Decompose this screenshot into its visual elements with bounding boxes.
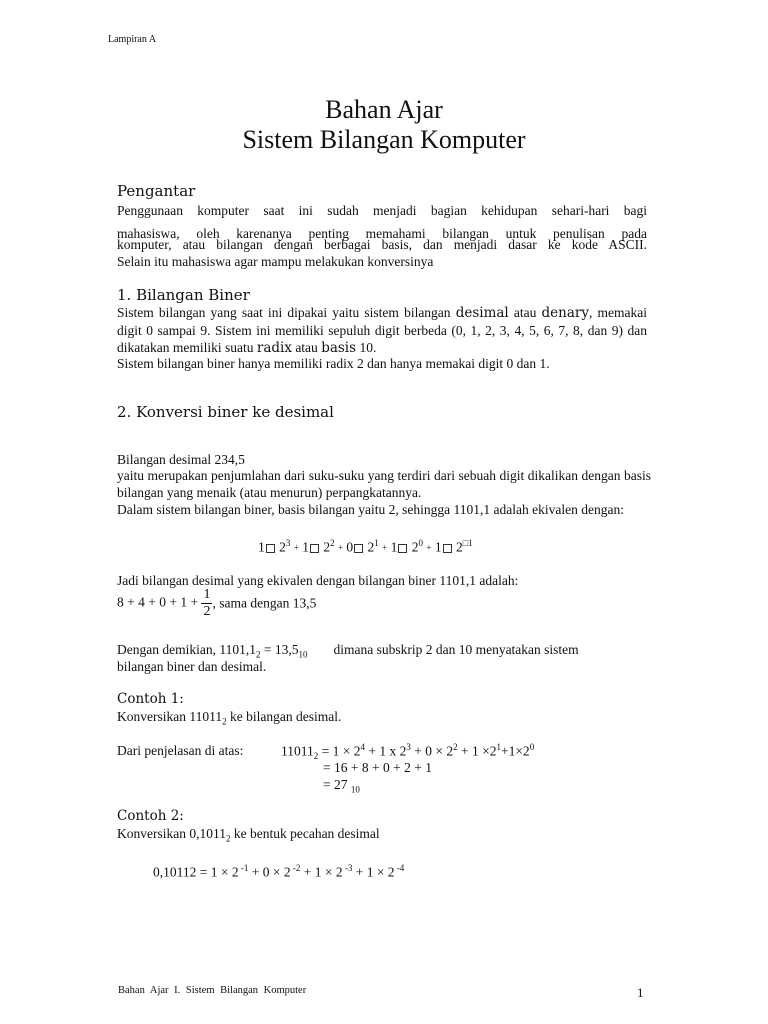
pengantar-line-3: komputer, atau bilangan dengan berbagai basis, dan menjadi dasar ke kode ASCII. [117, 237, 647, 252]
contoh-1-equation-2: = 16 + 8 + 0 + 2 + 1 [323, 760, 432, 775]
contoh-2-task: Konversikan $0,1011_2$ ke bentuk pecahan desimal [117, 826, 380, 844]
pengantar-line-1: Penggunaan komputer saat ini sudah menjadi bagian kehidupan sehari-hari bagi [117, 203, 647, 218]
binary-expansion-equation: 1 $2^3 + 1$ $2^2 + 0$ $2^1 + 1$ $2^0 + 1$ $2^{□1}$ [258, 538, 473, 555]
pengantar-line-2: mahasiswa, oleh karenanya penting memahami bilangan untuk penulisan pada [117, 226, 647, 241]
contoh-1-task: Konversikan $11011_2$ ke bilangan desimal. [117, 709, 342, 727]
keyword-radix: radix [256, 340, 292, 356]
section-1-paragraph: Sistem bilangan yang saat ini dipakai yaitu sistem bilangan desimal atau denary, memakai digit 0 sampai 9. Sistem ini memiliki sepuluh digit berbeda (0, 1, 2, 3, 4, 5, 6, 7, 8, dan 9) dan dikatakan memiliki suatu radix atau basis 10. [117, 305, 647, 356]
decimal-sum-equation: 8 + 4 + 0 + 1 + $\frac{1}{2}$ , sama dengan 13,5 [117, 587, 317, 619]
jadi-line: Jadi bilangan desimal yang ekivalen dengan bilangan biner 1101,1 adalah: [117, 573, 519, 588]
example-number-line: Bilangan desimal 234,5 [117, 452, 245, 467]
contoh-1-from: Dari penjelasan di atas: [117, 743, 244, 758]
page-number: 1 [637, 985, 644, 1000]
document-title: Bahan Ajar [325, 95, 443, 124]
page-header: Lampiran A [108, 34, 157, 45]
section-2-heading: 2. Konversi biner ke desimal [117, 403, 334, 421]
contoh-2-equation: 0,10112 = 1 × 2 $^{-1}$ + 0 × 2 $^{-2}$ + 1 × 2 $^{-3}$ + 1 × 2 $^{-4}$ [153, 863, 405, 880]
pengantar-heading: Pengantar [117, 182, 196, 200]
document-subtitle: Sistem Bilangan Komputer [242, 125, 526, 154]
keyword-desimal: desimal [455, 305, 509, 321]
keyword-basis: basis [321, 340, 357, 356]
contoh-1-heading: Contoh 1: [117, 691, 184, 707]
section-2-paragraph-2: Dalam sistem bilangan biner, basis bilangan yaitu 2, sehingga 1101,1 adalah ekivalen dengan: [117, 502, 624, 517]
contoh-1-equation-1: $11011_2 = 1 \times 2^4 + 1$ x $2^3 + 0 \times 2^2 + 1 \times 2^1+1\times 2^0$ [281, 742, 535, 762]
pengantar-line-4: Selain itu mahasiswa agar mampu melakukan konversinya [117, 254, 434, 269]
contoh-1-equation-3: = 27 $_{10}$ [323, 777, 360, 795]
section-1-heading: 1. Bilangan Biner [117, 286, 250, 304]
page-footer-title: Bahan Ajar I. Sistem Bilangan Komputer [118, 985, 307, 996]
conclusion-line-1: Dengan demikian, $1101,1_2 = 13,5_{10}$ dimana subskrip 2 dan 10 menyatakan sistem [117, 642, 579, 660]
section-1-paragraph-2: Sistem bilangan biner hanya memiliki radix 2 dan hanya memakai digit 0 dan 1. [117, 356, 550, 371]
contoh-2-heading: Contoh 2: [117, 808, 184, 824]
section-2-paragraph-1: yaitu merupakan penjumlahan dari suku-suku yang terdiri dari sebuah digit dikalikan dengan basis bilangan yang menaik (atau menurun) perpangkatannya. [117, 468, 651, 500]
conclusion-line-2: bilangan biner dan desimal. [117, 659, 267, 674]
keyword-denary: denary [541, 305, 589, 321]
